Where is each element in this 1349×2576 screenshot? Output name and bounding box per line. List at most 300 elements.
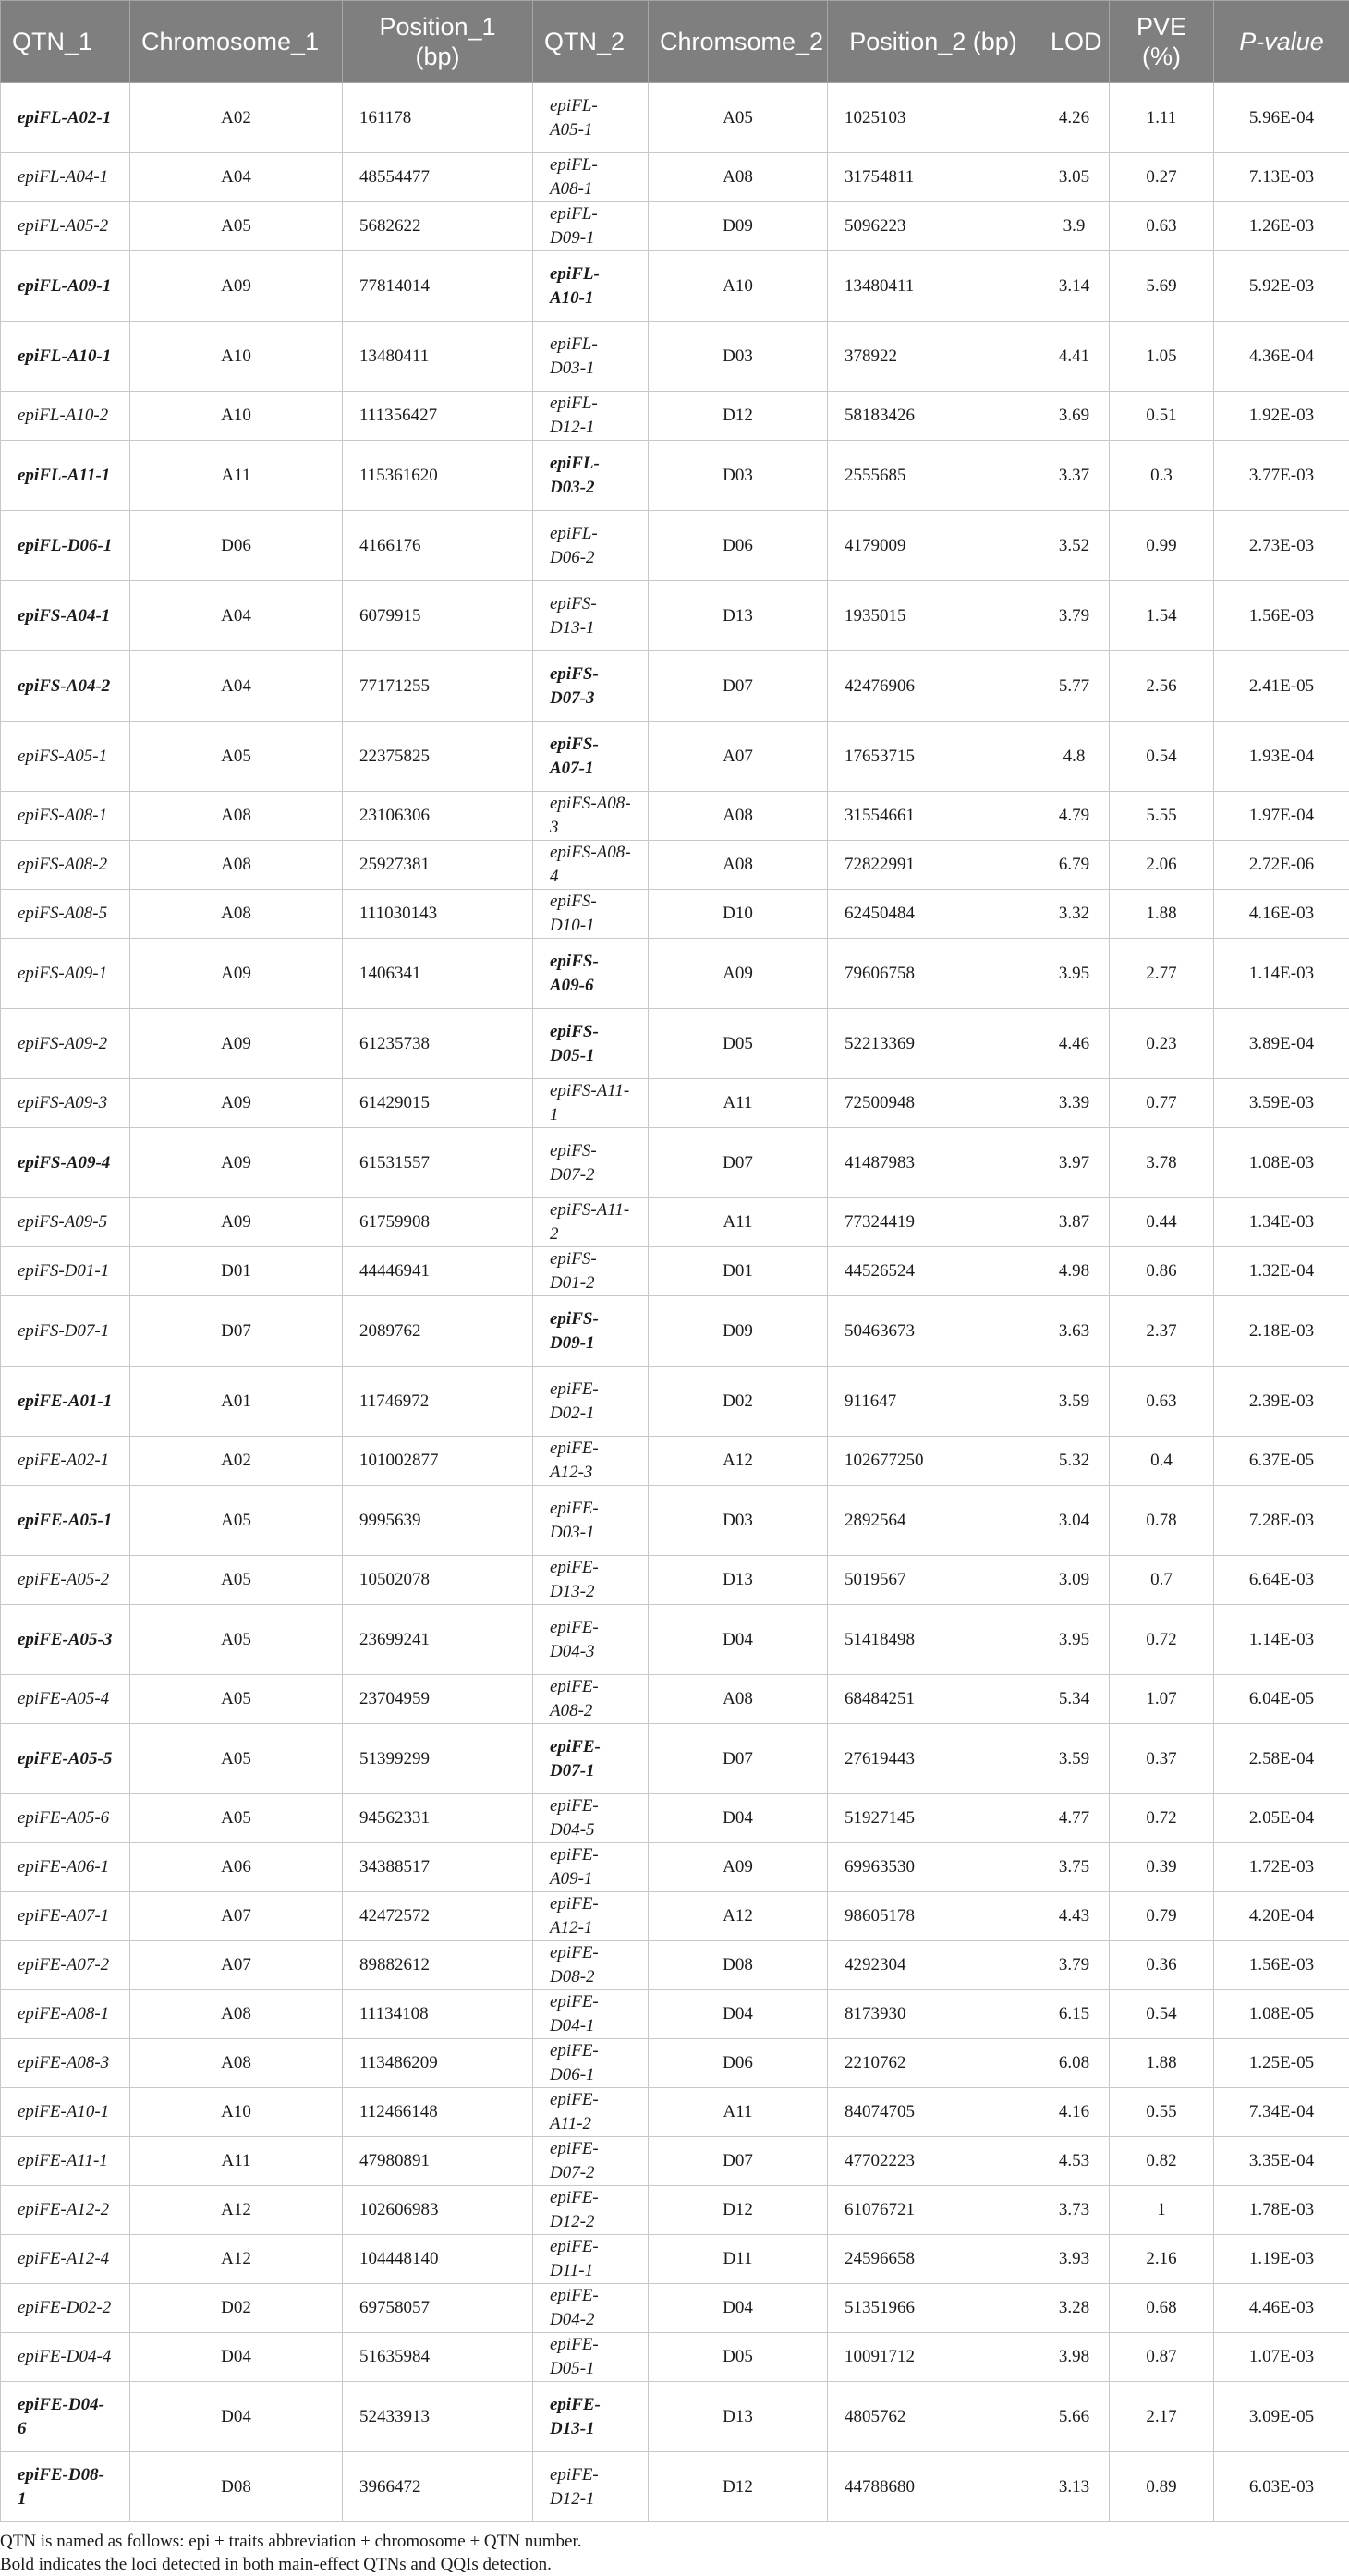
chromosome1-cell: A08	[130, 2039, 343, 2088]
table-row	[1, 1009, 1349, 1079]
chromosome1-cell: A09	[130, 1079, 343, 1128]
pvalue-cell: 1.34E-03	[1214, 1198, 1349, 1247]
pvalue-cell: 2.58E-04	[1214, 1724, 1349, 1794]
position1-cell: 34388517	[343, 1843, 533, 1892]
position1-cell: 61235738	[343, 1009, 533, 1079]
position2-cell: 72822991	[828, 841, 1039, 890]
pvalue-cell: 2.72E-06	[1214, 841, 1349, 890]
header-chromosome2: Chromsome_2	[649, 1, 828, 83]
table-row	[1, 1198, 1349, 1247]
pve-cell: 0.55	[1110, 2088, 1214, 2137]
chromosome1-cell: A01	[130, 1367, 343, 1437]
pvalue-cell: 3.09E-05	[1214, 2382, 1349, 2452]
chromosome2-cell: A11	[649, 1079, 828, 1128]
qtn1-cell: epiFE-A05-3	[1, 1605, 130, 1675]
chromosome1-cell: A11	[130, 2137, 343, 2186]
pve-cell: 0.36	[1110, 1941, 1214, 1990]
qtn2-cell: epiFE-A12-3	[533, 1437, 649, 1486]
position1-cell: 111030143	[343, 890, 533, 939]
header-row	[1, 1, 1349, 83]
pvalue-cell: 1.14E-03	[1214, 1605, 1349, 1675]
chromosome2-cell: A07	[649, 722, 828, 792]
qtn2-cell: epiFS-A08-3	[533, 792, 649, 841]
position1-cell: 23704959	[343, 1675, 533, 1724]
table-row	[1, 1990, 1349, 2039]
position1-cell: 77814014	[343, 251, 533, 322]
pvalue-cell: 6.04E-05	[1214, 1675, 1349, 1724]
position1-cell: 101002877	[343, 1437, 533, 1486]
position2-cell: 8173930	[828, 1990, 1039, 2039]
pve-cell: 0.37	[1110, 1724, 1214, 1794]
chromosome2-cell: D04	[649, 1605, 828, 1675]
qtn1-cell: epiFS-A09-4	[1, 1128, 130, 1198]
table-row	[1, 1437, 1349, 1486]
qtn1-cell: epiFS-A09-3	[1, 1079, 130, 1128]
qtn1-cell: epiFE-A07-1	[1, 1892, 130, 1941]
qtn2-cell: epiFL-D03-1	[533, 322, 649, 392]
pve-cell: 0.63	[1110, 1367, 1214, 1437]
lod-cell: 3.59	[1039, 1367, 1110, 1437]
qtn2-cell: epiFL-D03-2	[533, 441, 649, 511]
pvalue-cell: 1.14E-03	[1214, 939, 1349, 1009]
position1-cell: 115361620	[343, 441, 533, 511]
chromosome1-cell: A05	[130, 202, 343, 251]
position1-cell: 94562331	[343, 1794, 533, 1843]
position1-cell: 4166176	[343, 511, 533, 581]
header-qtn2: QTN_2	[533, 1, 649, 83]
position2-cell: 4805762	[828, 2382, 1039, 2452]
position1-cell: 23699241	[343, 1605, 533, 1675]
qtn2-cell: epiFE-D04-3	[533, 1605, 649, 1675]
chromosome1-cell: A04	[130, 651, 343, 722]
chromosome2-cell: D05	[649, 1009, 828, 1079]
qtn1-cell: epiFL-A10-1	[1, 322, 130, 392]
lod-cell: 3.63	[1039, 1296, 1110, 1367]
qtn2-cell: epiFE-D07-1	[533, 1724, 649, 1794]
qtn1-cell: epiFE-A11-1	[1, 2137, 130, 2186]
position2-cell: 31554661	[828, 792, 1039, 841]
pve-cell: 0.51	[1110, 392, 1214, 441]
pve-cell: 0.63	[1110, 202, 1214, 251]
position1-cell: 44446941	[343, 1247, 533, 1296]
lod-cell: 4.53	[1039, 2137, 1110, 2186]
position1-cell: 11746972	[343, 1367, 533, 1437]
chromosome2-cell: D07	[649, 651, 828, 722]
position1-cell: 47980891	[343, 2137, 533, 2186]
qtn2-cell: epiFS-D07-2	[533, 1128, 649, 1198]
qtn1-cell: epiFL-A10-2	[1, 392, 130, 441]
pve-cell: 0.23	[1110, 1009, 1214, 1079]
pve-cell: 0.79	[1110, 1892, 1214, 1941]
table-row	[1, 651, 1349, 722]
position1-cell: 51399299	[343, 1724, 533, 1794]
lod-cell: 5.32	[1039, 1437, 1110, 1486]
qtn1-cell: epiFS-A09-2	[1, 1009, 130, 1079]
position2-cell: 1935015	[828, 581, 1039, 651]
table-row	[1, 722, 1349, 792]
header-pve: PVE (%)	[1110, 1, 1214, 83]
position2-cell: 52213369	[828, 1009, 1039, 1079]
qtn1-cell: epiFS-A08-5	[1, 890, 130, 939]
qtn1-cell: epiFE-A05-2	[1, 1556, 130, 1605]
lod-cell: 3.14	[1039, 251, 1110, 322]
qtn2-cell: epiFE-D08-2	[533, 1941, 649, 1990]
lod-cell: 6.08	[1039, 2039, 1110, 2088]
pvalue-cell: 3.59E-03	[1214, 1079, 1349, 1128]
position1-cell: 61759908	[343, 1198, 533, 1247]
pvalue-cell: 1.25E-05	[1214, 2039, 1349, 2088]
qtn1-cell: epiFE-D02-2	[1, 2284, 130, 2333]
lod-cell: 4.77	[1039, 1794, 1110, 1843]
footnote-naming: QTN is named as follows: epi + traits abbreviation + chromosome + QTN number.	[0, 2530, 1349, 2553]
pvalue-cell: 1.92E-03	[1214, 392, 1349, 441]
pve-cell: 0.78	[1110, 1486, 1214, 1556]
qtn2-cell: epiFS-A09-6	[533, 939, 649, 1009]
position2-cell: 41487983	[828, 1128, 1039, 1198]
qtn2-cell: epiFE-A08-2	[533, 1675, 649, 1724]
chromosome1-cell: D04	[130, 2382, 343, 2452]
chromosome1-cell: A07	[130, 1892, 343, 1941]
header-position2: Position_2 (bp)	[828, 1, 1039, 83]
chromosome1-cell: A09	[130, 1198, 343, 1247]
position1-cell: 25927381	[343, 841, 533, 890]
qtn1-cell: epiFE-A01-1	[1, 1367, 130, 1437]
chromosome2-cell: D04	[649, 1794, 828, 1843]
pvalue-cell: 2.73E-03	[1214, 511, 1349, 581]
qtn1-cell: epiFL-A05-2	[1, 202, 130, 251]
position2-cell: 47702223	[828, 2137, 1039, 2186]
table-row	[1, 322, 1349, 392]
chromosome1-cell: A02	[130, 1437, 343, 1486]
lod-cell: 5.77	[1039, 651, 1110, 722]
lod-cell: 5.66	[1039, 2382, 1110, 2452]
table-row	[1, 1128, 1349, 1198]
qtn1-cell: epiFS-A05-1	[1, 722, 130, 792]
pvalue-cell: 5.96E-04	[1214, 83, 1349, 153]
qtn2-cell: epiFS-D01-2	[533, 1247, 649, 1296]
chromosome2-cell: D10	[649, 890, 828, 939]
qtn1-cell: epiFE-A02-1	[1, 1437, 130, 1486]
position2-cell: 5019567	[828, 1556, 1039, 1605]
chromosome2-cell: D12	[649, 392, 828, 441]
chromosome1-cell: A05	[130, 1724, 343, 1794]
position1-cell: 52433913	[343, 2382, 533, 2452]
lod-cell: 3.95	[1039, 939, 1110, 1009]
pve-cell: 1.88	[1110, 2039, 1214, 2088]
position2-cell: 4179009	[828, 511, 1039, 581]
qtn1-cell: epiFE-A05-6	[1, 1794, 130, 1843]
lod-cell: 3.09	[1039, 1556, 1110, 1605]
position2-cell: 1025103	[828, 83, 1039, 153]
qtn1-cell: epiFL-A09-1	[1, 251, 130, 322]
qtn2-cell: epiFE-D11-1	[533, 2235, 649, 2284]
qtn2-cell: epiFE-D05-1	[533, 2333, 649, 2382]
qtn2-cell: epiFE-A12-1	[533, 1892, 649, 1941]
qtn1-cell: epiFE-A07-2	[1, 1941, 130, 1990]
chromosome2-cell: D04	[649, 1990, 828, 2039]
pve-cell: 1.05	[1110, 322, 1214, 392]
position1-cell: 104448140	[343, 2235, 533, 2284]
position1-cell: 3966472	[343, 2452, 533, 2522]
lod-cell: 3.32	[1039, 890, 1110, 939]
position1-cell: 161178	[343, 83, 533, 153]
qtn2-cell: epiFE-D04-5	[533, 1794, 649, 1843]
position1-cell: 9995639	[343, 1486, 533, 1556]
chromosome1-cell: A07	[130, 1941, 343, 1990]
position2-cell: 84074705	[828, 2088, 1039, 2137]
position2-cell: 10091712	[828, 2333, 1039, 2382]
chromosome1-cell: A04	[130, 581, 343, 651]
position1-cell: 6079915	[343, 581, 533, 651]
chromosome1-cell: A09	[130, 939, 343, 1009]
chromosome1-cell: A05	[130, 1605, 343, 1675]
position2-cell: 2555685	[828, 441, 1039, 511]
qtn1-cell: epiFS-D07-1	[1, 1296, 130, 1367]
table-row	[1, 202, 1349, 251]
qtn1-cell: epiFE-A10-1	[1, 2088, 130, 2137]
chromosome1-cell: D02	[130, 2284, 343, 2333]
chromosome2-cell: D12	[649, 2186, 828, 2235]
position1-cell: 5682622	[343, 202, 533, 251]
pvalue-cell: 1.93E-04	[1214, 722, 1349, 792]
table-body	[1, 83, 1349, 2522]
position1-cell: 51635984	[343, 2333, 533, 2382]
chromosome1-cell: A09	[130, 1009, 343, 1079]
pvalue-cell: 4.20E-04	[1214, 1892, 1349, 1941]
chromosome1-cell: A02	[130, 83, 343, 153]
position1-cell: 42472572	[343, 1892, 533, 1941]
chromosome2-cell: D06	[649, 511, 828, 581]
pve-cell: 1.88	[1110, 890, 1214, 939]
chromosome2-cell: D07	[649, 1724, 828, 1794]
chromosome1-cell: A08	[130, 841, 343, 890]
lod-cell: 3.95	[1039, 1605, 1110, 1675]
header-lod: LOD	[1039, 1, 1110, 83]
qtn1-cell: epiFE-D04-6	[1, 2382, 130, 2452]
position2-cell: 44788680	[828, 2452, 1039, 2522]
table-row	[1, 2382, 1349, 2452]
pve-cell: 3.78	[1110, 1128, 1214, 1198]
position2-cell: 51927145	[828, 1794, 1039, 1843]
qtn2-cell: epiFS-D09-1	[533, 1296, 649, 1367]
chromosome2-cell: D04	[649, 2284, 828, 2333]
table-row	[1, 2284, 1349, 2333]
lod-cell: 3.79	[1039, 1941, 1110, 1990]
chromosome2-cell: A05	[649, 83, 828, 153]
lod-cell: 4.43	[1039, 1892, 1110, 1941]
chromosome1-cell: A05	[130, 1675, 343, 1724]
position2-cell: 24596658	[828, 2235, 1039, 2284]
chromosome2-cell: A09	[649, 1843, 828, 1892]
chromosome1-cell: A10	[130, 2088, 343, 2137]
position2-cell: 42476906	[828, 651, 1039, 722]
chromosome1-cell: A10	[130, 322, 343, 392]
chromosome1-cell: A06	[130, 1843, 343, 1892]
chromosome2-cell: D13	[649, 581, 828, 651]
pve-cell: 0.3	[1110, 441, 1214, 511]
chromosome2-cell: A11	[649, 2088, 828, 2137]
chromosome2-cell: D09	[649, 202, 828, 251]
qtn2-cell: epiFL-A05-1	[533, 83, 649, 153]
qtn1-cell: epiFE-D08-1	[1, 2452, 130, 2522]
qtn1-cell: epiFS-A08-1	[1, 792, 130, 841]
qtn1-cell: epiFL-A02-1	[1, 83, 130, 153]
qtn1-cell: epiFS-A08-2	[1, 841, 130, 890]
position1-cell: 61531557	[343, 1128, 533, 1198]
chromosome2-cell: A08	[649, 1675, 828, 1724]
chromosome1-cell: A08	[130, 1990, 343, 2039]
pve-cell: 1.11	[1110, 83, 1214, 153]
position1-cell: 23106306	[343, 792, 533, 841]
qtn2-cell: epiFE-D06-1	[533, 2039, 649, 2088]
lod-cell: 3.37	[1039, 441, 1110, 511]
pve-cell: 1	[1110, 2186, 1214, 2235]
pvalue-cell: 1.08E-05	[1214, 1990, 1349, 2039]
lod-cell: 3.13	[1039, 2452, 1110, 2522]
table-row	[1, 2452, 1349, 2522]
qtn2-cell: epiFS-A11-1	[533, 1079, 649, 1128]
table-row	[1, 2333, 1349, 2382]
lod-cell: 3.98	[1039, 2333, 1110, 2382]
lod-cell: 4.46	[1039, 1009, 1110, 1079]
chromosome2-cell: A12	[649, 1892, 828, 1941]
lod-cell: 3.05	[1039, 153, 1110, 202]
chromosome1-cell: A12	[130, 2235, 343, 2284]
qtn2-cell: epiFS-A11-2	[533, 1198, 649, 1247]
chromosome2-cell: D07	[649, 2137, 828, 2186]
chromosome2-cell: D08	[649, 1941, 828, 1990]
position2-cell: 77324419	[828, 1198, 1039, 1247]
table-row	[1, 392, 1349, 441]
chromosome2-cell: D03	[649, 322, 828, 392]
position2-cell: 51418498	[828, 1605, 1039, 1675]
lod-cell: 3.52	[1039, 511, 1110, 581]
qtn1-cell: epiFE-A12-4	[1, 2235, 130, 2284]
chromosome1-cell: A05	[130, 722, 343, 792]
pve-cell: 0.89	[1110, 2452, 1214, 2522]
pvalue-cell: 1.32E-04	[1214, 1247, 1349, 1296]
position2-cell: 2892564	[828, 1486, 1039, 1556]
qtn1-cell: epiFE-A12-2	[1, 2186, 130, 2235]
lod-cell: 6.15	[1039, 1990, 1110, 2039]
position1-cell: 13480411	[343, 322, 533, 392]
pvalue-cell: 2.18E-03	[1214, 1296, 1349, 1367]
lod-cell: 3.73	[1039, 2186, 1110, 2235]
position2-cell: 27619443	[828, 1724, 1039, 1794]
position1-cell: 112466148	[343, 2088, 533, 2137]
chromosome2-cell: D02	[649, 1367, 828, 1437]
qtn1-cell: epiFS-D01-1	[1, 1247, 130, 1296]
qtn2-cell: epiFS-D13-1	[533, 581, 649, 651]
qtn2-cell: epiFS-A07-1	[533, 722, 649, 792]
pvalue-cell: 4.46E-03	[1214, 2284, 1349, 2333]
chromosome1-cell: D08	[130, 2452, 343, 2522]
qtn1-cell: epiFE-A05-1	[1, 1486, 130, 1556]
table-row	[1, 2039, 1349, 2088]
position2-cell: 79606758	[828, 939, 1039, 1009]
chromosome2-cell: D11	[649, 2235, 828, 2284]
position1-cell: 69758057	[343, 2284, 533, 2333]
chromosome1-cell: A04	[130, 153, 343, 202]
qtn1-cell: epiFS-A09-1	[1, 939, 130, 1009]
chromosome2-cell: D12	[649, 2452, 828, 2522]
table-row	[1, 1892, 1349, 1941]
chromosome2-cell: D13	[649, 1556, 828, 1605]
qtn2-cell: epiFS-A08-4	[533, 841, 649, 890]
chromosome2-cell: A12	[649, 1437, 828, 1486]
chromosome2-cell: A08	[649, 841, 828, 890]
chromosome1-cell: A05	[130, 1794, 343, 1843]
qtn2-cell: epiFL-A10-1	[533, 251, 649, 322]
pve-cell: 1.54	[1110, 581, 1214, 651]
table-row	[1, 1675, 1349, 1724]
position2-cell: 58183426	[828, 392, 1039, 441]
table-row	[1, 251, 1349, 322]
lod-cell: 3.79	[1039, 581, 1110, 651]
lod-cell: 4.41	[1039, 322, 1110, 392]
table-row	[1, 581, 1349, 651]
chromosome2-cell: D07	[649, 1128, 828, 1198]
qtn2-cell: epiFL-D06-2	[533, 511, 649, 581]
table-row	[1, 83, 1349, 153]
qtn1-cell: epiFE-A06-1	[1, 1843, 130, 1892]
table-footnotes	[0, 2522, 1349, 2576]
qtn1-cell: epiFS-A09-5	[1, 1198, 130, 1247]
pvalue-cell: 1.72E-03	[1214, 1843, 1349, 1892]
qtn2-cell: epiFE-D04-1	[533, 1990, 649, 2039]
table-row	[1, 1605, 1349, 1675]
position2-cell: 31754811	[828, 153, 1039, 202]
position2-cell: 68484251	[828, 1675, 1039, 1724]
lod-cell: 3.87	[1039, 1198, 1110, 1247]
pve-cell: 0.54	[1110, 722, 1214, 792]
table-row	[1, 2137, 1349, 2186]
pvalue-cell: 1.08E-03	[1214, 1128, 1349, 1198]
chromosome2-cell: A08	[649, 153, 828, 202]
chromosome1-cell: A08	[130, 890, 343, 939]
chromosome2-cell: A08	[649, 792, 828, 841]
pvalue-cell: 1.97E-04	[1214, 792, 1349, 841]
pvalue-cell: 7.28E-03	[1214, 1486, 1349, 1556]
pvalue-cell: 7.13E-03	[1214, 153, 1349, 202]
chromosome1-cell: A11	[130, 441, 343, 511]
position2-cell: 102677250	[828, 1437, 1039, 1486]
pvalue-cell: 3.89E-04	[1214, 1009, 1349, 1079]
position2-cell: 50463673	[828, 1296, 1039, 1367]
pve-cell: 0.87	[1110, 2333, 1214, 2382]
lod-cell: 4.8	[1039, 722, 1110, 792]
pvalue-cell: 1.78E-03	[1214, 2186, 1349, 2235]
qtn2-cell: epiFE-A09-1	[533, 1843, 649, 1892]
table-row	[1, 1556, 1349, 1605]
footnote-bold: Bold indicates the loci detected in both main-effect QTNs and QQIs detection.	[0, 2553, 1349, 2576]
lod-cell: 3.75	[1039, 1843, 1110, 1892]
lod-cell: 3.69	[1039, 392, 1110, 441]
pvalue-cell: 4.36E-04	[1214, 322, 1349, 392]
pvalue-cell: 2.39E-03	[1214, 1367, 1349, 1437]
pve-cell: 0.82	[1110, 2137, 1214, 2186]
table-row	[1, 2235, 1349, 2284]
chromosome2-cell: D03	[649, 441, 828, 511]
pve-cell: 0.68	[1110, 2284, 1214, 2333]
header-pvalue: P-value	[1214, 1, 1349, 83]
table-row	[1, 2088, 1349, 2137]
pve-cell: 0.7	[1110, 1556, 1214, 1605]
pvalue-cell: 2.41E-05	[1214, 651, 1349, 722]
pvalue-cell: 6.64E-03	[1214, 1556, 1349, 1605]
table-row	[1, 441, 1349, 511]
pvalue-cell: 7.34E-04	[1214, 2088, 1349, 2137]
